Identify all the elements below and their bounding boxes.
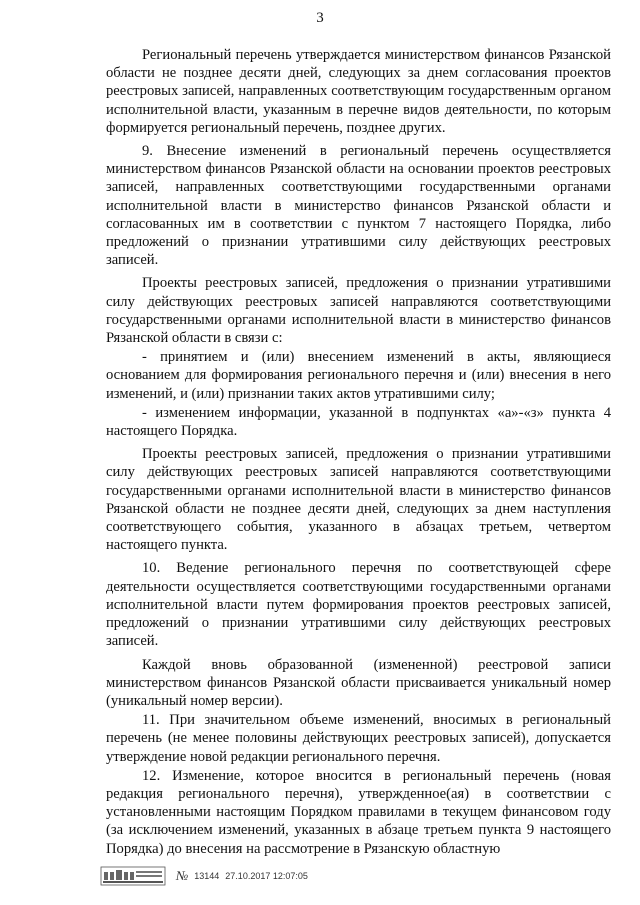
registration-datetime: 27.10.2017 12:07:05 [225,871,308,881]
document-body [106,46,611,863]
government-building-stamp-icon [100,866,166,886]
paragraph: Каждой вновь образованной (измененной) реестровой записи министерством финансов Рязанской области присваивается уникальный номер (уникальный номер версии). [106,656,611,709]
paragraph: Региональный перечень утверждается министерством финансов Рязанской области не позднее десяти дней, следующих за днем согласования проектов реестровых записей, направленных соответствующим государственным органом исполнительной власти, указанным в перечне видов деятельности, по которым формируется региональный перечень, позднее других. [106,47,611,136]
paragraph: 12. Изменение, которое вносится в региональный перечень (новая редакция регионального перечня), утвержденное(ая) в соответствии с установленными настоящим Порядком правилами в текущем финансовом году (за исключением изменений, указанных в абзаце третьем пункта 9 настоящего Порядка) до внесения на рассмотрение в Рязанскую областную [106,767,611,857]
paragraph: Проекты реестровых записей, предложения о признании утратившими силу действующих реестровых записей направляются соответствующими государственными органами исполнительной власти в министерство финансов Рязанской области в связи с: [106,275,611,347]
paragraph: 11. При значительном объеме изменений, вносимых в региональный перечень (не менее половины действующих реестровых записей), допускается утверждение новой редакции регионального перечня. [106,712,611,765]
paragraph: 10. Ведение регионального перечня по соответствующей сфере деятельности осуществляется соответствующими государственными органами исполнительной власти путем формирования проектов реестровых записей, предложений о признании утратившими силу действующих реестровых записей. [106,560,611,650]
paragraph: 9. Внесение изменений в региональный перечень осуществляется министерством финансов Рязанской области на основании проектов реестровых записей, направленных соответствующими государственными органами исполнительной власти в министерство финансов Рязанской области и согласованных им в соответствии с пунктом 7 настоящего Порядка, либо предложений о признании утратившими силу действующих реестровых записей. [106,143,611,269]
number-sign: № [176,868,189,883]
paragraph: - изменением информации, указанной в подпунктах «а»-«з» пункта 4 настоящего Порядка. [106,404,611,440]
registration-number: 13144 [194,871,220,881]
paragraph: - принятием и (или) внесением изменений в акты, являющиеся основанием для формирования регионального перечня и (или) внесения в него изменений, и (или) признании таких актов утратившими силу; [106,349,611,402]
page-number: 3 [316,10,324,26]
registration-stamp [176,868,308,884]
registration-footer [100,866,308,886]
paragraph: Проекты реестровых записей, предложения о признании утратившими силу действующих реестровых записей направляются соответствующими государственными органами исполнительной власти в министерство финансов Рязанской области не позднее десяти дней, следующих за днем наступления соответствующего события, указанного в абзацах третьем, четвертом настоящего пункта. [106,446,611,554]
